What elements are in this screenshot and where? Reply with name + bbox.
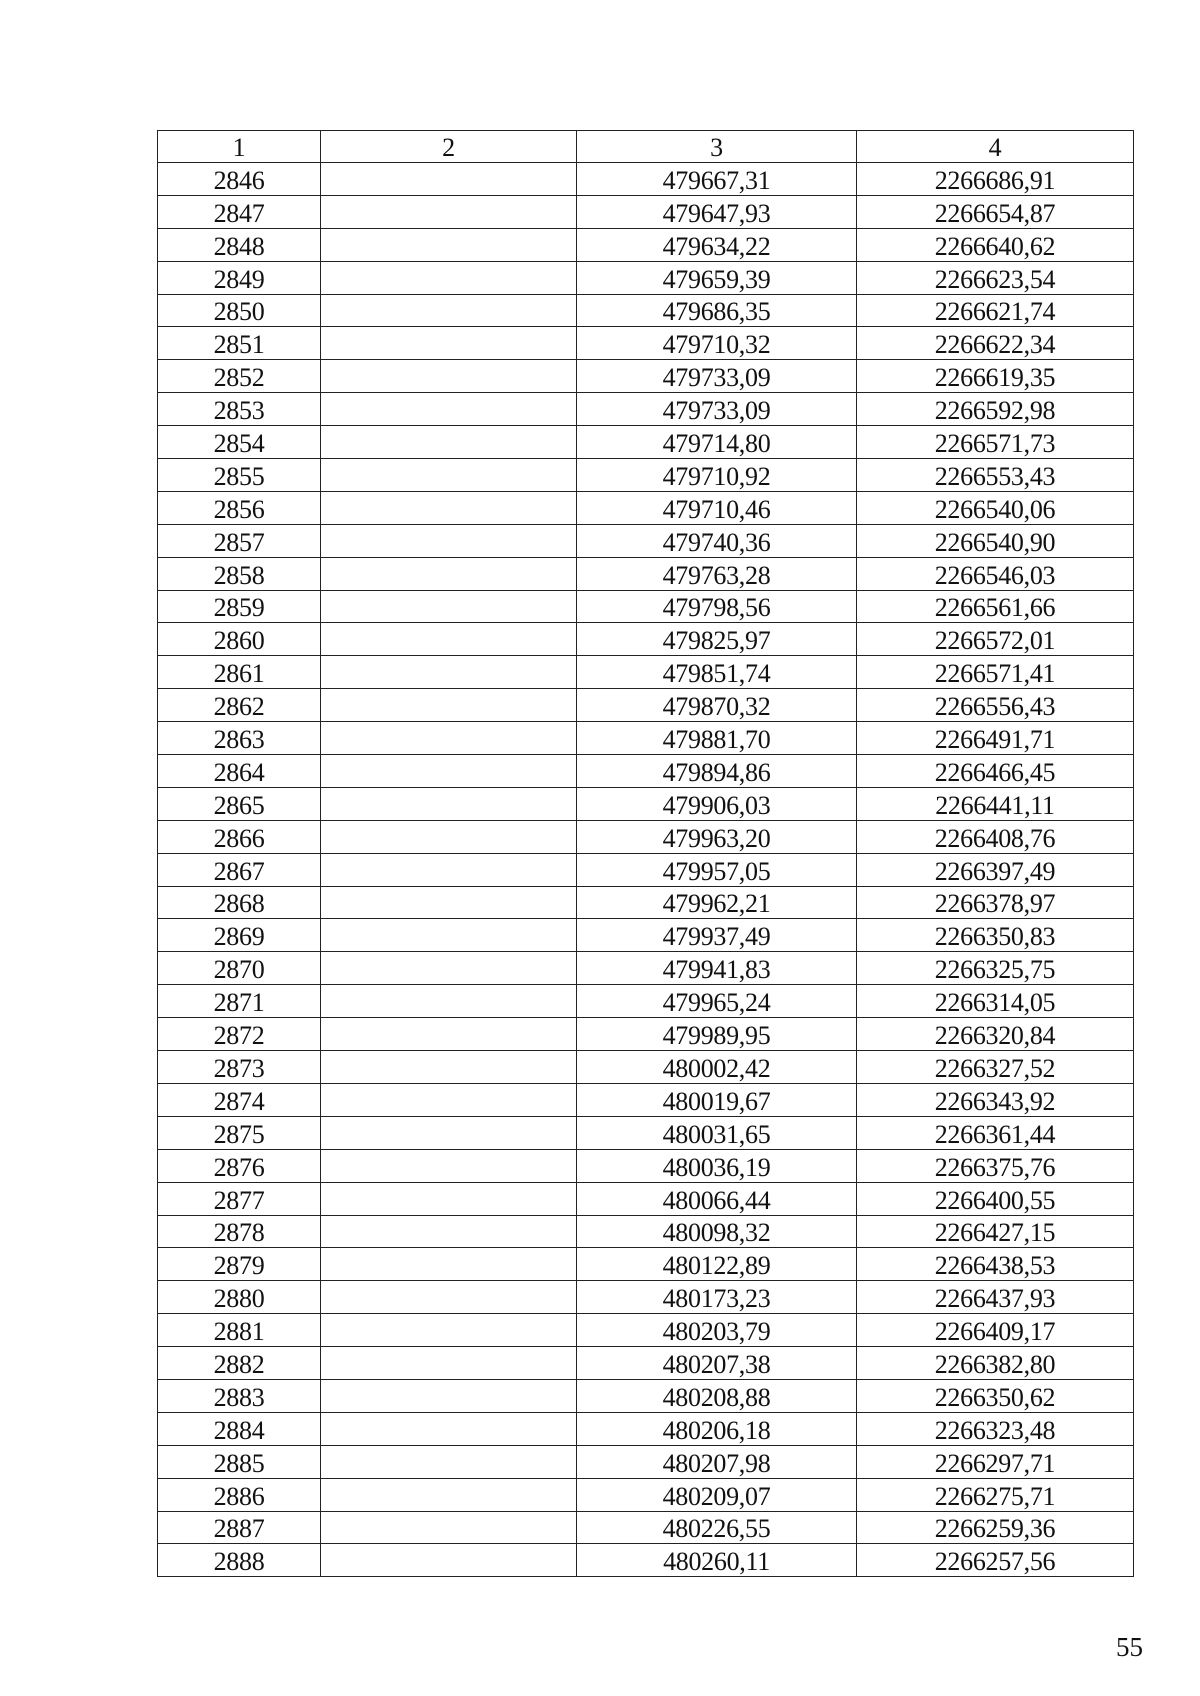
table-row [158, 985, 1134, 1018]
point-number-cell: 2858 [158, 557, 321, 590]
table-row [158, 590, 1134, 623]
description-cell [321, 722, 577, 755]
y-coordinate-cell: 2266540,06 [857, 491, 1134, 524]
point-number-cell: 2871 [158, 985, 321, 1018]
description-cell [321, 787, 577, 820]
point-number-cell: 2852 [158, 360, 321, 393]
point-number-cell: 2872 [158, 1018, 321, 1051]
x-coordinate-cell: 479965,24 [577, 985, 857, 1018]
table-row [158, 228, 1134, 261]
description-cell [321, 426, 577, 459]
x-coordinate-cell: 479714,80 [577, 426, 857, 459]
description-cell [321, 1018, 577, 1051]
point-number-cell: 2847 [158, 195, 321, 228]
description-cell [321, 689, 577, 722]
y-coordinate-cell: 2266361,44 [857, 1116, 1134, 1149]
description-cell [321, 590, 577, 623]
description-cell [321, 1478, 577, 1511]
x-coordinate-cell: 480066,44 [577, 1182, 857, 1215]
table-row [158, 755, 1134, 788]
x-coordinate-cell: 479870,32 [577, 689, 857, 722]
table-row [158, 1544, 1134, 1577]
table-row [158, 1182, 1134, 1215]
point-number-cell: 2866 [158, 820, 321, 853]
table-row [158, 787, 1134, 820]
x-coordinate-cell: 479963,20 [577, 820, 857, 853]
x-coordinate-cell: 479937,49 [577, 919, 857, 952]
table-body [158, 163, 1134, 1577]
point-number-cell: 2851 [158, 327, 321, 360]
x-coordinate-cell: 480203,79 [577, 1314, 857, 1347]
point-number-cell: 2888 [158, 1544, 321, 1577]
table-row [158, 1281, 1134, 1314]
table-row [158, 1018, 1134, 1051]
point-number-cell: 2878 [158, 1215, 321, 1248]
page-number: 55 [1116, 1632, 1143, 1662]
point-number-cell: 2881 [158, 1314, 321, 1347]
y-coordinate-cell: 2266553,43 [857, 459, 1134, 492]
point-number-cell: 2880 [158, 1281, 321, 1314]
point-number-cell: 2876 [158, 1149, 321, 1182]
table-header [158, 131, 1134, 163]
point-number-cell: 2887 [158, 1511, 321, 1544]
description-cell [321, 1314, 577, 1347]
y-coordinate-cell: 2266571,73 [857, 426, 1134, 459]
description-cell [321, 195, 577, 228]
table-row [158, 1412, 1134, 1445]
point-number-cell: 2850 [158, 294, 321, 327]
x-coordinate-cell: 479894,86 [577, 755, 857, 788]
description-cell [321, 393, 577, 426]
y-coordinate-cell: 2266441,11 [857, 787, 1134, 820]
description-cell [321, 985, 577, 1018]
table-row [158, 360, 1134, 393]
y-coordinate-cell: 2266259,36 [857, 1511, 1134, 1544]
description-cell [321, 623, 577, 656]
y-coordinate-cell: 2266323,48 [857, 1412, 1134, 1445]
point-number-cell: 2864 [158, 755, 321, 788]
description-cell [321, 524, 577, 557]
y-coordinate-cell: 2266375,76 [857, 1149, 1134, 1182]
point-number-cell: 2856 [158, 491, 321, 524]
point-number-cell: 2879 [158, 1248, 321, 1281]
coordinates-table [157, 130, 1134, 1577]
table-row [158, 820, 1134, 853]
point-number-cell: 2849 [158, 261, 321, 294]
y-coordinate-cell: 2266438,53 [857, 1248, 1134, 1281]
point-number-cell: 2863 [158, 722, 321, 755]
description-cell [321, 1281, 577, 1314]
x-coordinate-cell: 479962,21 [577, 886, 857, 919]
description-cell [321, 459, 577, 492]
x-coordinate-cell: 480002,42 [577, 1051, 857, 1084]
table-row [158, 491, 1134, 524]
table-row [158, 426, 1134, 459]
y-coordinate-cell: 2266640,62 [857, 228, 1134, 261]
point-number-cell: 2846 [158, 163, 321, 196]
x-coordinate-cell: 479941,83 [577, 952, 857, 985]
table-row [158, 1379, 1134, 1412]
table-row [158, 524, 1134, 557]
point-number-cell: 2869 [158, 919, 321, 952]
point-number-cell: 2853 [158, 393, 321, 426]
y-coordinate-cell: 2266654,87 [857, 195, 1134, 228]
y-coordinate-cell: 2266400,55 [857, 1182, 1134, 1215]
point-number-cell: 2877 [158, 1182, 321, 1215]
y-coordinate-cell: 2266561,66 [857, 590, 1134, 623]
x-coordinate-cell: 480207,98 [577, 1445, 857, 1478]
description-cell [321, 919, 577, 952]
x-coordinate-cell: 480036,19 [577, 1149, 857, 1182]
y-coordinate-cell: 2266623,54 [857, 261, 1134, 294]
y-coordinate-cell: 2266592,98 [857, 393, 1134, 426]
table-row [158, 294, 1134, 327]
description-cell [321, 1149, 577, 1182]
x-coordinate-cell: 480098,32 [577, 1215, 857, 1248]
x-coordinate-cell: 479825,97 [577, 623, 857, 656]
point-number-cell: 2860 [158, 623, 321, 656]
y-coordinate-cell: 2266320,84 [857, 1018, 1134, 1051]
table-row [158, 1347, 1134, 1380]
table-row [158, 853, 1134, 886]
point-number-cell: 2883 [158, 1379, 321, 1412]
y-coordinate-cell: 2266546,03 [857, 557, 1134, 590]
column-header-4: 4 [857, 131, 1134, 163]
x-coordinate-cell: 480019,67 [577, 1083, 857, 1116]
point-number-cell: 2874 [158, 1083, 321, 1116]
description-cell [321, 1347, 577, 1380]
table-row [158, 459, 1134, 492]
description-cell [321, 491, 577, 524]
description-cell [321, 261, 577, 294]
point-number-cell: 2861 [158, 656, 321, 689]
column-header-3: 3 [577, 131, 857, 163]
point-number-cell: 2870 [158, 952, 321, 985]
table-row [158, 919, 1134, 952]
table-row [158, 886, 1134, 919]
y-coordinate-cell: 2266540,90 [857, 524, 1134, 557]
point-number-cell: 2859 [158, 590, 321, 623]
description-cell [321, 1116, 577, 1149]
y-coordinate-cell: 2266327,52 [857, 1051, 1134, 1084]
table-row [158, 393, 1134, 426]
description-cell [321, 656, 577, 689]
y-coordinate-cell: 2266409,17 [857, 1314, 1134, 1347]
description-cell [321, 1511, 577, 1544]
y-coordinate-cell: 2266350,83 [857, 919, 1134, 952]
x-coordinate-cell: 479851,74 [577, 656, 857, 689]
table-row [158, 689, 1134, 722]
x-coordinate-cell: 479710,32 [577, 327, 857, 360]
y-coordinate-cell: 2266408,76 [857, 820, 1134, 853]
point-number-cell: 2857 [158, 524, 321, 557]
table-row [158, 1149, 1134, 1182]
y-coordinate-cell: 2266556,43 [857, 689, 1134, 722]
description-cell [321, 557, 577, 590]
point-number-cell: 2848 [158, 228, 321, 261]
y-coordinate-cell: 2266275,71 [857, 1478, 1134, 1511]
y-coordinate-cell: 2266257,56 [857, 1544, 1134, 1577]
x-coordinate-cell: 480206,18 [577, 1412, 857, 1445]
description-cell [321, 1182, 577, 1215]
description-cell [321, 1379, 577, 1412]
x-coordinate-cell: 479634,22 [577, 228, 857, 261]
point-number-cell: 2854 [158, 426, 321, 459]
table-row [158, 557, 1134, 590]
x-coordinate-cell: 479763,28 [577, 557, 857, 590]
description-cell [321, 1544, 577, 1577]
point-number-cell: 2865 [158, 787, 321, 820]
header-row [158, 131, 1134, 163]
y-coordinate-cell: 2266686,91 [857, 163, 1134, 196]
x-coordinate-cell: 479740,36 [577, 524, 857, 557]
description-cell [321, 1051, 577, 1084]
description-cell [321, 1083, 577, 1116]
description-cell [321, 163, 577, 196]
point-number-cell: 2875 [158, 1116, 321, 1149]
x-coordinate-cell: 480226,55 [577, 1511, 857, 1544]
x-coordinate-cell: 479989,95 [577, 1018, 857, 1051]
x-coordinate-cell: 480173,23 [577, 1281, 857, 1314]
x-coordinate-cell: 479647,93 [577, 195, 857, 228]
description-cell [321, 952, 577, 985]
column-header-2: 2 [321, 131, 577, 163]
description-cell [321, 1248, 577, 1281]
table-row [158, 261, 1134, 294]
y-coordinate-cell: 2266466,45 [857, 755, 1134, 788]
description-cell [321, 886, 577, 919]
description-cell [321, 360, 577, 393]
point-number-cell: 2886 [158, 1478, 321, 1511]
table-row [158, 722, 1134, 755]
description-cell [321, 1215, 577, 1248]
description-cell [321, 755, 577, 788]
x-coordinate-cell: 480208,88 [577, 1379, 857, 1412]
table-row [158, 952, 1134, 985]
description-cell [321, 294, 577, 327]
description-cell [321, 327, 577, 360]
point-number-cell: 2867 [158, 853, 321, 886]
x-coordinate-cell: 479710,92 [577, 459, 857, 492]
x-coordinate-cell: 480260,11 [577, 1544, 857, 1577]
y-coordinate-cell: 2266350,62 [857, 1379, 1134, 1412]
y-coordinate-cell: 2266343,92 [857, 1083, 1134, 1116]
x-coordinate-cell: 480122,89 [577, 1248, 857, 1281]
point-number-cell: 2868 [158, 886, 321, 919]
x-coordinate-cell: 479798,56 [577, 590, 857, 623]
table-row [158, 327, 1134, 360]
x-coordinate-cell: 479733,09 [577, 393, 857, 426]
y-coordinate-cell: 2266427,15 [857, 1215, 1134, 1248]
x-coordinate-cell: 479659,39 [577, 261, 857, 294]
x-coordinate-cell: 480031,65 [577, 1116, 857, 1149]
point-number-cell: 2855 [158, 459, 321, 492]
table-row [158, 163, 1134, 196]
y-coordinate-cell: 2266571,41 [857, 656, 1134, 689]
point-number-cell: 2884 [158, 1412, 321, 1445]
y-coordinate-cell: 2266378,97 [857, 886, 1134, 919]
x-coordinate-cell: 479906,03 [577, 787, 857, 820]
table-row [158, 1051, 1134, 1084]
y-coordinate-cell: 2266621,74 [857, 294, 1134, 327]
y-coordinate-cell: 2266622,34 [857, 327, 1134, 360]
description-cell [321, 1412, 577, 1445]
y-coordinate-cell: 2266314,05 [857, 985, 1134, 1018]
x-coordinate-cell: 479686,35 [577, 294, 857, 327]
y-coordinate-cell: 2266572,01 [857, 623, 1134, 656]
x-coordinate-cell: 479733,09 [577, 360, 857, 393]
y-coordinate-cell: 2266619,35 [857, 360, 1134, 393]
table-row [158, 1314, 1134, 1347]
point-number-cell: 2873 [158, 1051, 321, 1084]
x-coordinate-cell: 479710,46 [577, 491, 857, 524]
table-row [158, 1478, 1134, 1511]
y-coordinate-cell: 2266297,71 [857, 1445, 1134, 1478]
table-row [158, 1083, 1134, 1116]
table-row [158, 656, 1134, 689]
y-coordinate-cell: 2266325,75 [857, 952, 1134, 985]
x-coordinate-cell: 479667,31 [577, 163, 857, 196]
point-number-cell: 2862 [158, 689, 321, 722]
x-coordinate-cell: 479881,70 [577, 722, 857, 755]
column-header-1: 1 [158, 131, 321, 163]
x-coordinate-cell: 479957,05 [577, 853, 857, 886]
x-coordinate-cell: 480209,07 [577, 1478, 857, 1511]
table-row [158, 1248, 1134, 1281]
y-coordinate-cell: 2266491,71 [857, 722, 1134, 755]
table-row [158, 623, 1134, 656]
table-row [158, 195, 1134, 228]
y-coordinate-cell: 2266382,80 [857, 1347, 1134, 1380]
y-coordinate-cell: 2266437,93 [857, 1281, 1134, 1314]
description-cell [321, 853, 577, 886]
table-row [158, 1445, 1134, 1478]
description-cell [321, 820, 577, 853]
description-cell [321, 1445, 577, 1478]
point-number-cell: 2882 [158, 1347, 321, 1380]
description-cell [321, 228, 577, 261]
table-row [158, 1215, 1134, 1248]
x-coordinate-cell: 480207,38 [577, 1347, 857, 1380]
y-coordinate-cell: 2266397,49 [857, 853, 1134, 886]
table-row [158, 1511, 1134, 1544]
table-row [158, 1116, 1134, 1149]
point-number-cell: 2885 [158, 1445, 321, 1478]
